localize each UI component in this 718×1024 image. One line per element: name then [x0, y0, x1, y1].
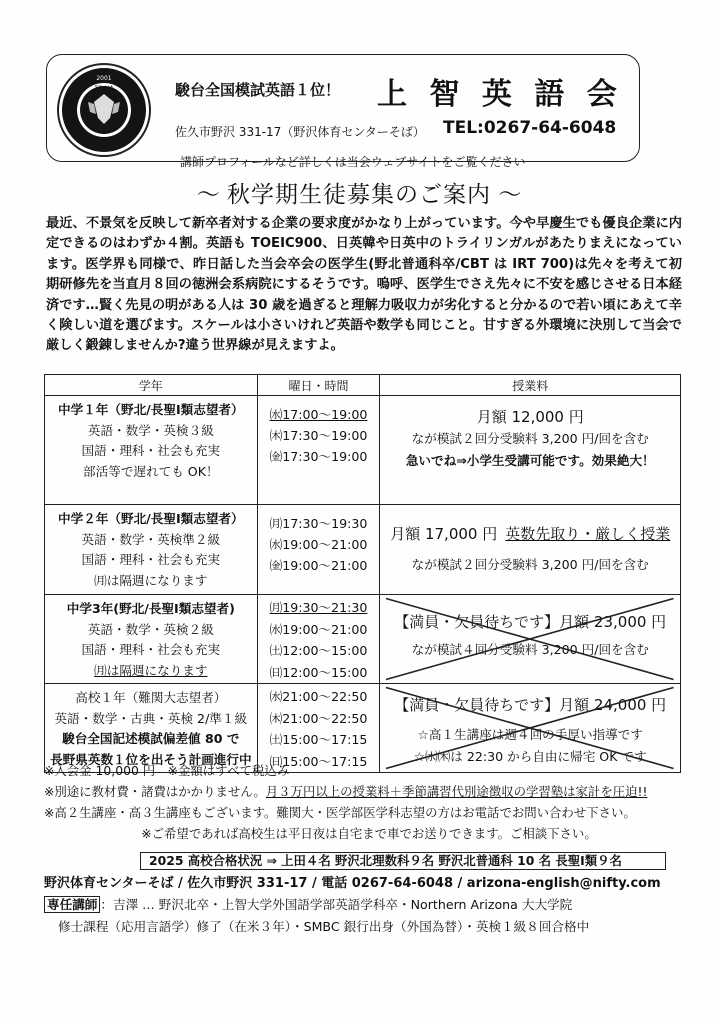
table-row [45, 396, 681, 505]
time-slot: ㈯12:00～15:00 [269, 643, 368, 658]
time-slot: ㈰15:00～17:15 [269, 753, 368, 769]
grade-line: ㈪は隔週になります [94, 572, 208, 588]
fee-note: なが模試２回分受験料 3,200 円/回を含む [411, 431, 649, 446]
title-main: 秋学期生徒募集のご案内 [227, 182, 491, 208]
grade-cell [45, 505, 258, 595]
table-row [45, 595, 681, 684]
grade-line: 国語・理科・社会も充実 [81, 552, 221, 567]
svg-text:ΣΟΦΙΑ: ΣΟΦΙΑ [94, 85, 114, 92]
time-slot: ㈬17:00～19:00 [269, 407, 368, 422]
grade-line: 国語・理科・社会も充実 [81, 642, 221, 657]
grade-cell [45, 396, 258, 505]
page-title [0, 176, 718, 209]
time-slot: ㈪17:30～19:30 [269, 516, 368, 531]
title-tilde-right: ～ [498, 182, 522, 208]
grade-line: ㈪は隔週になります [94, 662, 208, 678]
sophia-seal-logo [59, 65, 149, 155]
website-note: 講師プロフィールなど詳しくは当会ウェブサイトをご覧ください [180, 155, 526, 169]
fee-amount: 【満員・欠員待ちです】月額 24,000 円 [394, 696, 667, 714]
grade-line: 英語・数学・英検準２級 [81, 531, 221, 547]
grade-line: 英語・数学・英検３級 [87, 422, 214, 438]
fee-amount: 月額 17,000 円 [390, 525, 498, 543]
times-cell [257, 396, 380, 505]
svg-text:2001: 2001 [96, 75, 112, 82]
grade-title: 高校１年（難関大志望者） [75, 690, 227, 705]
grade-title: 中学3年(野北/長聖Ⅰ類志望者) [66, 601, 235, 616]
table-header-row [45, 375, 681, 396]
fee-cell [380, 396, 681, 505]
time-slot: ㈮17:30～19:00 [269, 449, 368, 464]
footer-contact: 野沢体育センターそば / 佐久市野沢 331-17 / 電話 0267-64-6048 / arizona-english@nifty.com [44, 876, 661, 891]
fee-amount: 月額 12,000 円 [476, 408, 584, 426]
fee-cell [380, 505, 681, 595]
schedule-table [44, 374, 681, 773]
instructor-label: 専任講師 [44, 896, 100, 913]
footer-instructor-cont: 修士課程（応用言語学）修了（在米３年）・SMBC 銀行出身（外国為替）・英検１級８回合格中 [58, 919, 590, 934]
grade-title: 中学２年（野北/長聖Ⅰ類志望者） [58, 511, 244, 526]
note-line: ※入会金 10,000 円 ※金額はすべて税込み [44, 763, 290, 778]
time-slot: ㈮19:00～21:00 [269, 558, 368, 573]
footer-instructor [44, 894, 572, 913]
table-row [45, 505, 681, 595]
note-line: ※高２生講座・高３生講座もございます。難関大・医学部医学科志望の方はお電話でお問い合わせ下さい。 [44, 805, 636, 820]
note-emphasis: 月３万円以上の授業料＋季節講習代別途徴収の学習塾は家計を圧迫!! [265, 784, 648, 799]
time-slot: ㈯15:00～17:15 [269, 732, 368, 747]
header-times: 曜日・時間 [257, 375, 380, 396]
times-cell [257, 595, 380, 684]
phone-number[interactable]: TEL:0267-64-6048 [443, 118, 617, 138]
grade-cell [45, 595, 258, 684]
note-line [44, 781, 694, 802]
address: 佐久市野沢 331-17（野沢体育センターそば） [175, 125, 425, 139]
grade-line: 駿台全国記述模試偏差値 80 で [62, 731, 240, 746]
instructor-text: ：吉澤 … 野沢北卒・上智大学外国語学部英語学科卒・Northern Arizona 大大学院 [100, 897, 573, 912]
note-text: ※別途に教材費・諸費はかかりません。 [44, 784, 266, 799]
tagline: 駿台全国模試英語１位！ [175, 81, 341, 99]
time-slot: ㈭17:30～19:00 [269, 428, 368, 443]
fee-note: 急いでね⇒小学生受講可能です。効果絶大！ [405, 453, 655, 468]
intro-paragraph: 最近、不景気を反映して新卒者対する企業の要求度がかなり上がっています。今や早慶生でも優良企業に内定できるのはわずか４割。英語も TOEIC900、日英韓や日英中のトライリンガルがあたりまえになっています。医学界も同様で、昨日話した当会卒会の医学生(野北普通科卒/CBT は IRT 700)は先々を考えて初期研修先を当直月８回の徳洲会系病院にするそうです。嗚呼、医学生でさえ先々に不安を感じさせる日本経済です…賢く先見の明がある人は 30 歳を過ぎると理解力吸収力が劣化すると分かるので若い頃にあえて辛く険しい道を選びます。スケールは小さいけれど英語や数学も同じこと。甘すぎる外環境に決別して当会で厳しく鍛錬しませんか?違う世界線が見えますよ。 [46, 216, 682, 354]
time-slot: ㈭21:00～22:50 [269, 710, 368, 726]
admission-results: 2025 高校合格状況 ⇒ 上田４名 野沢北理数科９名 野沢北普通科 10 名 長聖Ⅰ類９名 [140, 852, 666, 870]
time-slot: ㈪19:30～21:30 [269, 600, 368, 615]
header-grade: 学年 [45, 375, 258, 396]
fee-highlight: 英数先取り・厳しく授業 [505, 525, 671, 543]
fee-note: なが模試２回分受験料 3,200 円/回を含む [411, 557, 649, 572]
grade-title: 中学１年（野北/長聖Ⅰ類志望者） [58, 402, 244, 417]
grade-line: 英語・数学・古典・英検 2/準１級 [54, 710, 248, 726]
grade-line: 英語・数学・英検２級 [87, 621, 214, 637]
note-line: ※ご希望であれば高校生は平日夜は自宅まで車でお送りできます。ご相談下さい。 [141, 826, 597, 841]
brand-name: 上 智 英 語 会 [377, 77, 623, 112]
full-cross-mark [380, 595, 680, 683]
fee-note: なが模試４回分受験料 3,200 円/回を含む [411, 642, 649, 657]
time-slot: ㈬19:00～21:00 [269, 537, 368, 552]
fee-cell [380, 595, 681, 684]
notes-section [44, 760, 694, 844]
times-cell [257, 505, 380, 595]
fee-amount: 【満員・欠員待ちです】月額 23,000 円 [394, 613, 667, 631]
time-slot: ㈰12:00～15:00 [269, 664, 368, 680]
header-box [46, 54, 640, 162]
grade-line: 長野県英数１位を出そう計画進行中 [50, 751, 252, 767]
time-slot: ㈬21:00～22:50 [269, 689, 368, 704]
fee-note: ☆高１生講座は週４回の手厚い指導です [417, 727, 643, 742]
grade-line: 国語・理科・社会も充実 [81, 443, 221, 458]
fee-note: ☆㈬㈭は 22:30 から自由に帰宅 OK です [413, 749, 647, 764]
full-cross-mark [380, 684, 680, 772]
seal-graphic [62, 68, 146, 152]
grade-line: 部活等で遅れても OK！ [83, 463, 219, 479]
time-slot: ㈬19:00～21:00 [269, 621, 368, 637]
title-tilde-left: ～ [196, 182, 220, 208]
header-fee: 授業料 [380, 375, 681, 396]
